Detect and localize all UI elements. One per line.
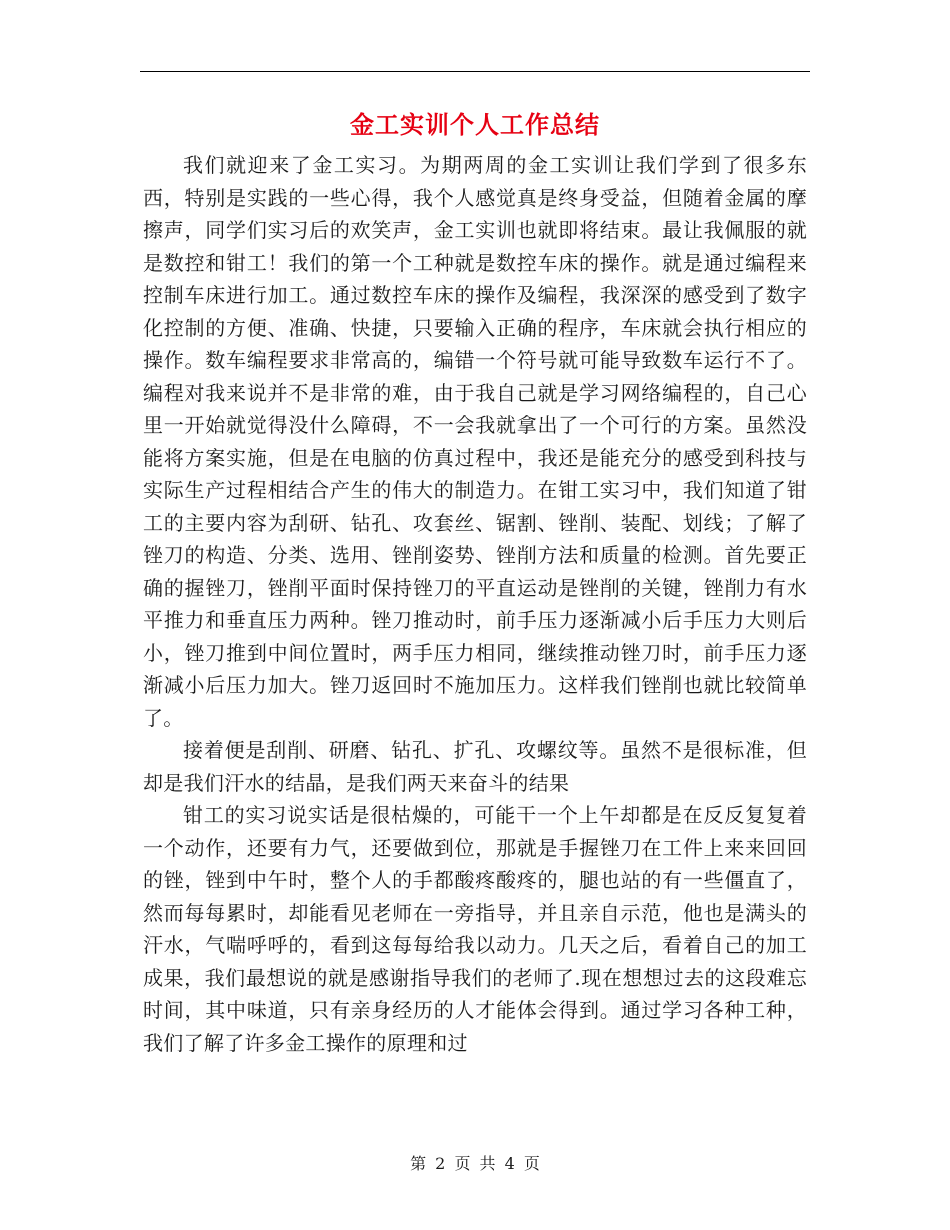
document-title: 金工实训个人工作总结 (350, 111, 600, 139)
header-rule (140, 71, 810, 72)
paragraph-3: 钳工的实习说实话是很枯燥的，可能干一个上午却都是在反反复复着一个动作，还要有力气，还要做到位，那就是手握锉刀在工件上来来回回的锉，锉到中午时，整个人的手都酸疼酸疼的，腿也站的有一些僵直了，然而每每累时，却能看见老师在一旁指导，并且亲自示范，他也是满头的汗水，气喘呼呼的，看到这每每给我以动力。几天之后，看着自己的加工成果，我们最想说的就是感谢指导我们的老师了.现在想想过去的这段难忘时间，其中味道，只有亲身经历的人才能体会得到。通过学习各种工种，我们了解了许多金工操作的原理和过 (143, 803, 807, 1055)
document-body (143, 149, 807, 1059)
paragraph-1: 我们就迎来了金工实习。为期两周的金工实训让我们学到了很多东西，特别是实践的一些心得，我个人感觉真是终身受益，但随着金属的摩擦声，同学们实习后的欢笑声，金工实训也就即将结束。最让我佩服的就是数控和钳工！我们的第一个工种就是数控车床的操作。就是通过编程来控制车床进行加工。通过数控车床的操作及编程，我深深的感受到了数字化控制的方便、准确、快捷，只要输入正确的程序，车床就会执行相应的操作。数车编程要求非常高的，编错一个符号就可能导致数车运行不了。编程对我来说并不是非常的难，由于我自己就是学习网络编程的，自己心里一开始就觉得没什么障碍，不一会我就拿出了一个可行的方案。虽然没能将方案实施，但是在电脑的仿真过程中，我还是能充分的感受到科技与实际生产过程相结合产生的伟大的制造力。在钳工实习中，我们知道了钳工的主要内容为刮研、钻孔、攻套丝、锯割、锉削、装配、划线；了解了锉刀的构造、分类、选用、锉削姿势、锉削方法和质量的检测。首先要正确的握锉刀，锉削平面时保持锉刀的平直运动是锉削的关键，锉削力有水平推力和垂直压力两种。锉刀推动时，前手压力逐渐减小后手压力大则后小，锉刀推到中间位置时，两手压力相同，继续推动锉刀时，前手压力逐渐减小后压力加大。锉刀返回时不施加压力。这样我们锉削也就比较简单了。 (143, 153, 807, 730)
page-footer: 第 2 页 共 4 页 (410, 1154, 540, 1173)
paragraph-2: 接着便是刮削、研磨、钻孔、扩孔、攻螺纹等。虽然不是很标准，但却是我们汗水的结晶，是我们两天来奋斗的结果 (143, 738, 807, 795)
